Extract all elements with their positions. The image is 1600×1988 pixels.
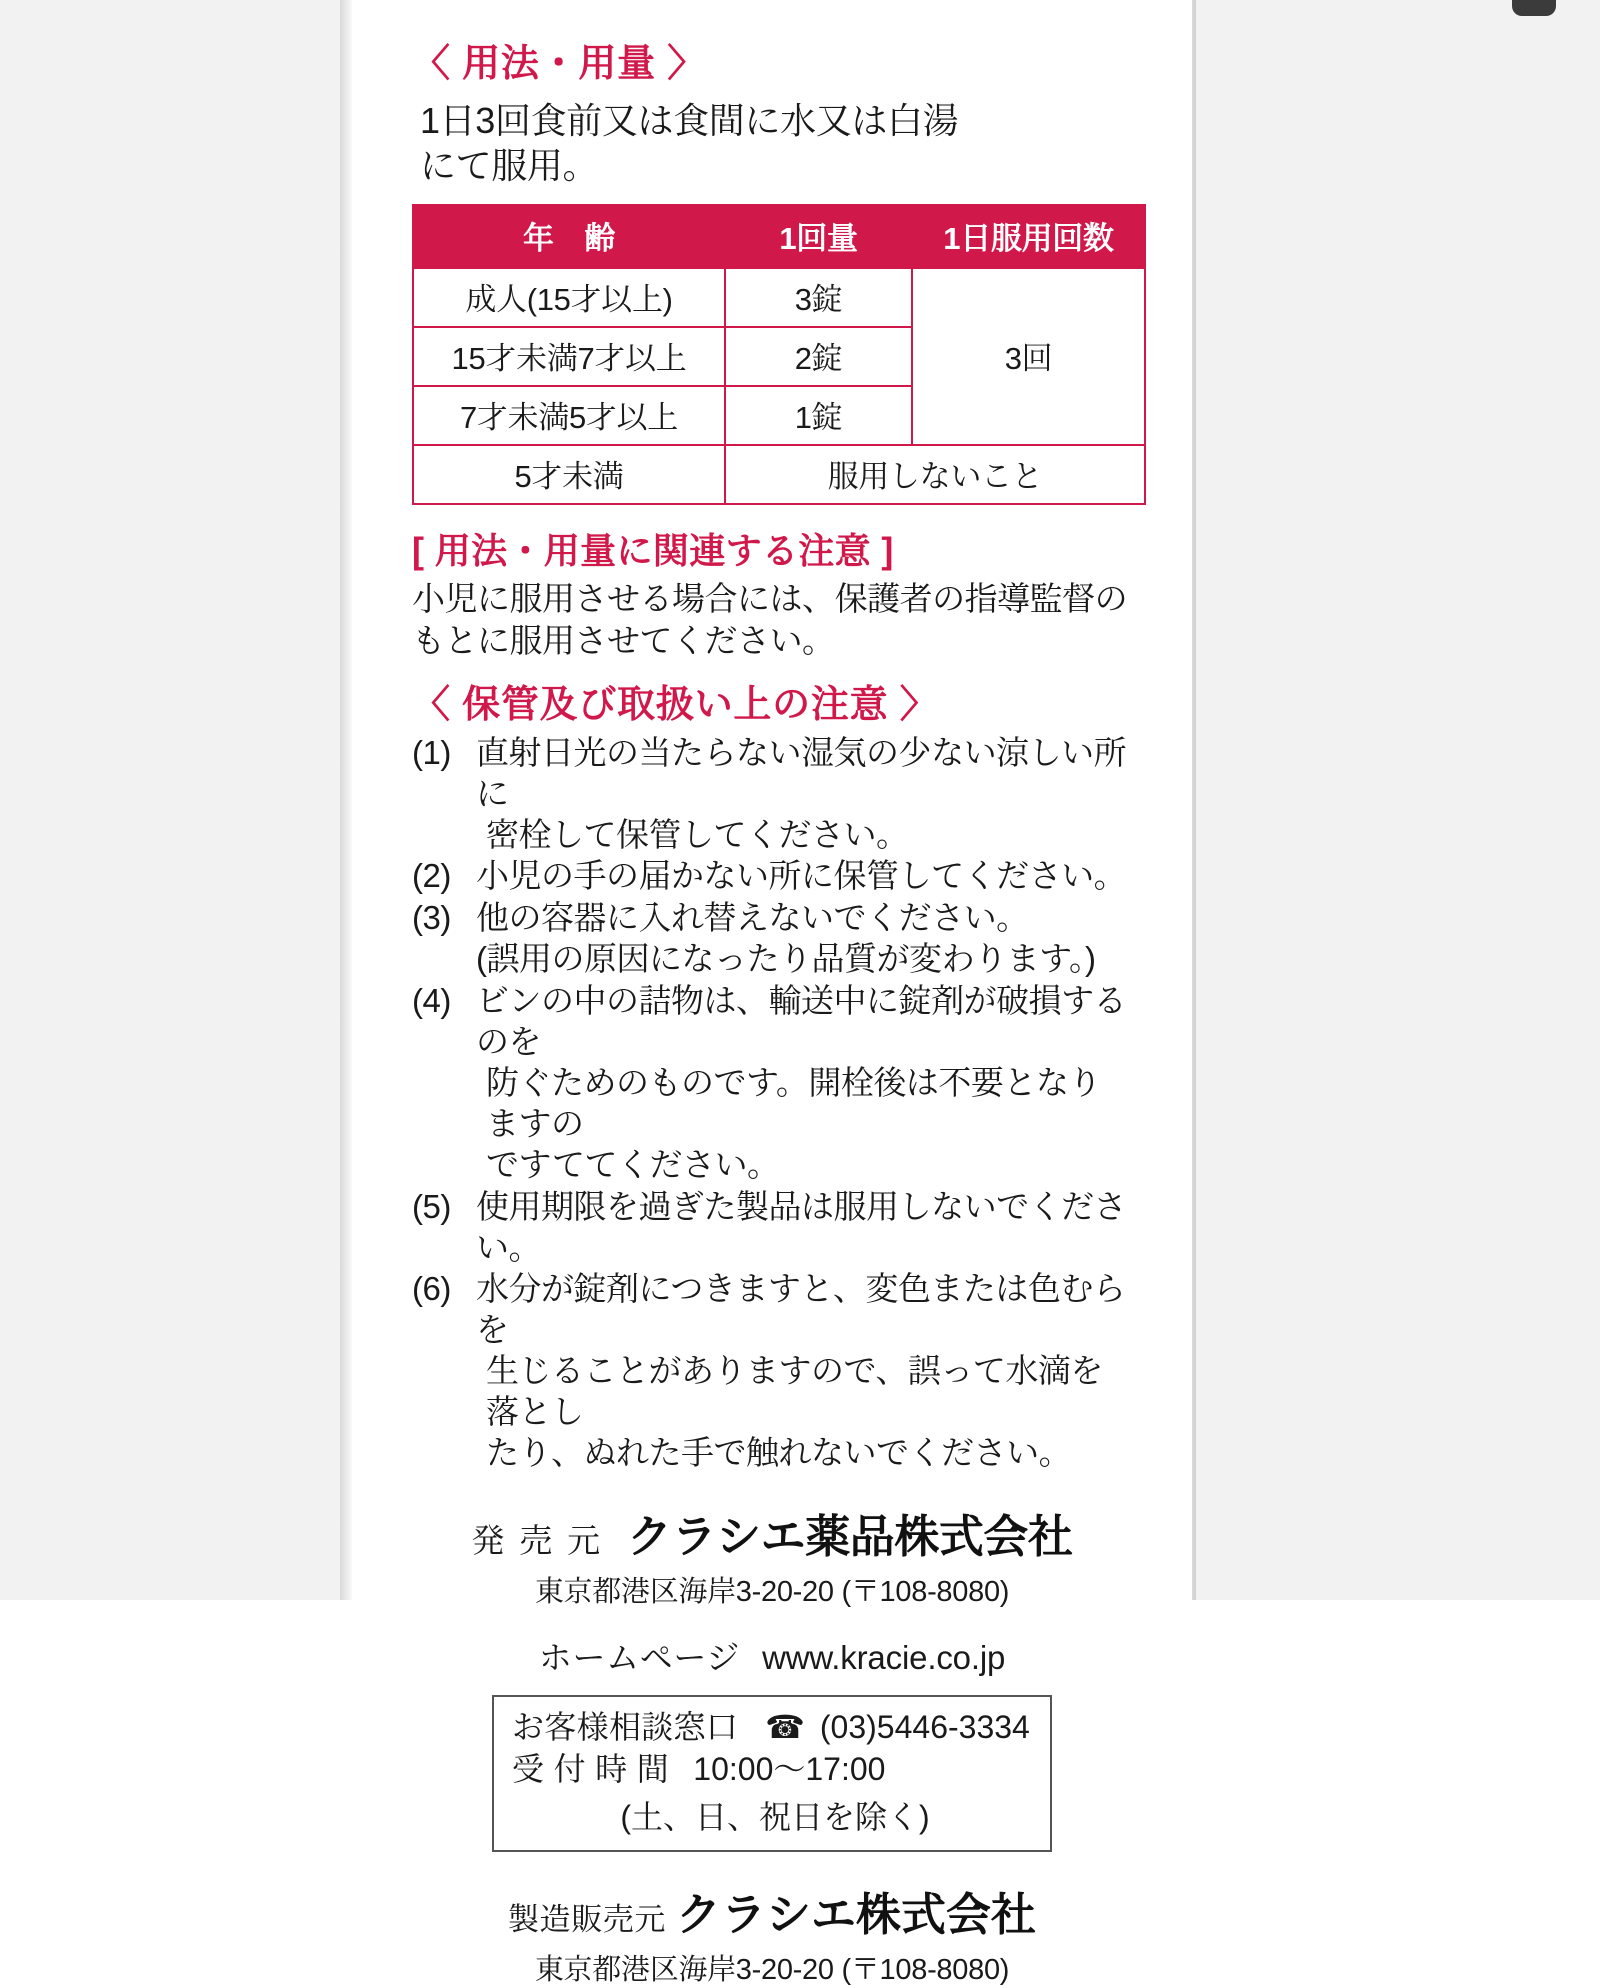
list-item: [412, 898, 1132, 980]
homepage-label: ホームページ: [538, 1639, 741, 1676]
distributor-address: 東京都港区海岸3-20-20 (〒108-8080): [534, 1576, 1010, 1608]
storage-note-number: (6): [412, 1270, 451, 1308]
list-item: [412, 1187, 1132, 1269]
storage-note-line: 使用期限を過ぎた製品は服用しないでください。: [476, 1187, 1127, 1266]
list-item: [412, 856, 1132, 897]
dosage-age-under5: 5才未満: [413, 445, 725, 504]
storage-note-line: (誤用の原因になったり品質が変わります。): [476, 940, 1096, 978]
contact-hours-row: [512, 1749, 1038, 1791]
storage-note-line: ですててください。: [486, 1145, 780, 1183]
hours-label: 受付時間: [512, 1750, 679, 1787]
dosage-header-dose: 1回量: [725, 205, 912, 268]
dosage-header-times: 1日服用回数: [912, 205, 1145, 268]
manufacturer-address: 東京都港区海岸3-20-20 (〒108-8080): [534, 1954, 1010, 1987]
storage-note-text: [476, 1187, 1132, 1269]
dosage-related-notes-line-2: もとに服用させてください。: [412, 621, 835, 659]
list-item: [412, 1269, 1132, 1474]
package-back-panel: [352, 0, 1192, 1987]
package-top-corner-shadow: [1512, 0, 1556, 16]
storage-note-line: たり、ぬれた手で触れないでください。: [486, 1434, 1072, 1472]
table-row: [413, 268, 1145, 327]
dosage-dose-5to7: 1錠: [725, 386, 912, 445]
manufacturer-name: クラシエ株式会社: [676, 1889, 1037, 1941]
dosage-dose-7to15: 2錠: [725, 327, 912, 386]
manufacturer-line: [412, 1878, 1132, 1943]
dosage-note-under5: 服用しないこと: [725, 445, 1145, 504]
storage-note-line: 生じることがありますので、誤って水滴を落とし: [486, 1352, 1103, 1431]
manufacturer-label: 製造販売元: [507, 1902, 667, 1938]
distributor-line: [412, 1500, 1132, 1565]
dosage-related-notes-line-1: 小児に服用させる場合には、保護者の指導監督の: [412, 580, 1128, 618]
storage-note-number: (3): [412, 899, 451, 937]
storage-note-line: 小児の手の届かない所に保管してください。: [476, 857, 1127, 895]
storage-note-line: 他の容器に入れ替えないでください。: [476, 899, 1029, 937]
storage-note-text: [476, 981, 1132, 1186]
table-row: [413, 445, 1145, 504]
list-item: [412, 981, 1132, 1186]
dosage-related-notes-heading: [ 用法・用量に関連する注意 ]: [412, 529, 894, 571]
dosage-age-5to7: 7才未満5才以上: [413, 386, 725, 445]
dosage-table: [412, 204, 1146, 505]
hours-value: 10:00〜17:00: [693, 1750, 886, 1787]
storage-note-text: [476, 856, 1132, 897]
storage-note-line: 密栓して保管してください。: [486, 815, 909, 853]
dosage-dose-adult: 3錠: [725, 268, 912, 327]
dosage-header-age: 年 齢: [413, 205, 725, 268]
panel-content: [412, 0, 1132, 1988]
dosage-intro-line-2: にて服用。: [420, 144, 599, 186]
storage-note-number: (1): [412, 733, 451, 771]
storage-notes-list: [412, 733, 1132, 1474]
storage-note-number: (5): [412, 1187, 451, 1225]
storage-note-text: [476, 733, 1132, 856]
dosage-age-adult: 成人(15才以上): [413, 268, 725, 327]
homepage-line: [412, 1632, 1132, 1679]
storage-note-line: ビンの中の詰物は、輸送中に錠剤が破損するのを: [476, 982, 1127, 1061]
homepage-url[interactable]: www.kracie.co.jp: [762, 1639, 1006, 1676]
storage-heading: 〈 保管及び取扱い上の注意 〉: [412, 683, 939, 726]
contact-box: [492, 1695, 1052, 1852]
storage-note-text: [476, 1269, 1132, 1474]
storage-note-line: 直射日光の当たらない湿気の少ない涼しい所に: [476, 733, 1127, 812]
storage-note-number: (4): [412, 982, 451, 1020]
dosage-times-value: 3回: [912, 268, 1145, 445]
storage-note-text: [476, 898, 1132, 980]
telephone-icon: ☎: [765, 1709, 805, 1745]
storage-note-line: 水分が錠剤につきますと、変色または色むらを: [476, 1270, 1126, 1349]
dosage-age-7to15: 15才未満7才以上: [413, 327, 725, 386]
contact-phone-number: (03)5446-3334: [819, 1709, 1030, 1745]
distributor-label: 発売元: [471, 1522, 616, 1559]
contact-phone-row: [512, 1707, 1038, 1749]
dosage-intro-line-1: 1日3回食前又は食間に水又は白湯: [420, 99, 959, 141]
storage-note-number: (2): [412, 857, 451, 895]
contact-label: お客様相談窓口: [512, 1709, 739, 1745]
storage-note-line: 防ぐためのものです。開栓後は不要となりますの: [486, 1063, 1101, 1142]
dosage-table-header-row: [413, 205, 1145, 268]
distributor-name: クラシエ薬品株式会社: [627, 1511, 1073, 1562]
dosage-heading: 〈 用法・用量 〉: [412, 43, 706, 85]
hours-note: (土、日、祝日を除く): [620, 1799, 930, 1836]
list-item: [412, 733, 1132, 856]
